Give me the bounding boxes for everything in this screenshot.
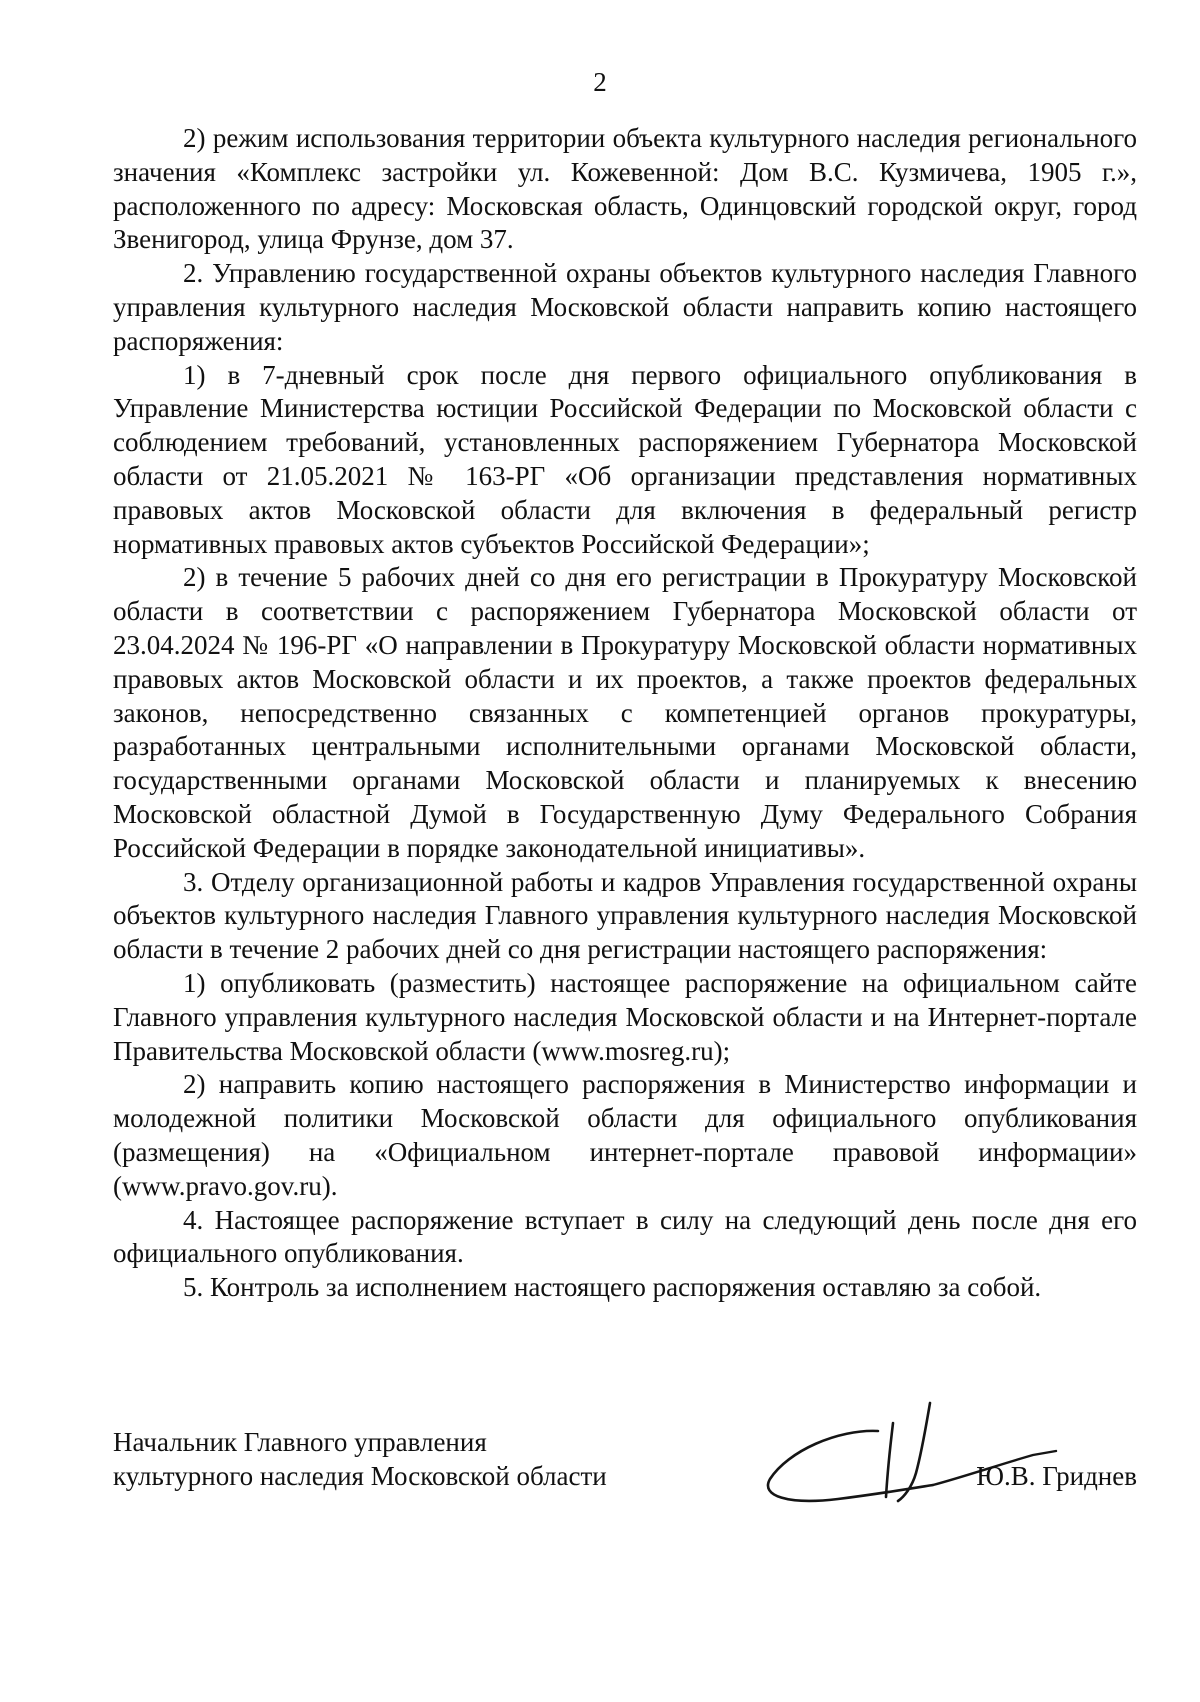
paragraph-point-2-subitem-1: 1) в 7-дневный срок после дня первого официального опубликования в Управление Министерства юстиции Российской Федерации по Московской области с соблюдением требований, установленных распоряжением Губернатора Московской области от 21.05.2021 № 163-РГ «Об организации представления нормативных правовых актов Московской области для включения в федеральный регистр нормативных правовых актов субъектов Российской Федерации»; bbox=[113, 359, 1137, 559]
paragraph-point-5: 5. Контроль за исполнением настоящего распоряжения оставляю за собой. bbox=[183, 1272, 1042, 1303]
paragraph-point-2-subitem-2: 2) в течение 5 рабочих дней со дня его регистрации в Прокуратуру Московской области в соответствии с распоряжением Губернатора Московской области от 23.04.2024 № 196-РГ «О направлении в Прокуратуру Московской области нормативных правовых актов Московской области и их проектов, а также проектов федеральных законов, непосредственно связанных с компетенцией органов прокуратуры, разработанных центральными исполнительными органами Московской области, государственными органами Московской области и планируемых к внесению Московской областной Думой в Государственную Думу Федерального Собрания Российской Федерации в порядке законодательной инициативы». bbox=[113, 562, 1137, 863]
paragraph-point-3-subitem-1: 1) опубликовать (разместить) настоящее распоряжение на официальном сайте Главного управления культурного наследия Московской области и на Интернет-портале Правительства Московской области (www.mosreg.ru); bbox=[113, 967, 1137, 1066]
page-number: 2 bbox=[593, 67, 607, 97]
signatory-name: Ю.В. Гриднев bbox=[976, 1461, 1137, 1491]
signatory-position-line-1: Начальник Главного управления bbox=[113, 1427, 487, 1457]
signature-block bbox=[113, 1425, 1137, 1545]
document-body bbox=[113, 122, 1137, 1305]
paragraph-point-3-subitem-2: 2) направить копию настоящего распоряжения в Министерство информации и молодежной политики Московской области для официального опубликования (размещения) на «Официальном интернет-портале правовой информации» (www.pravo.gov.ru). bbox=[113, 1069, 1137, 1201]
paragraph-point-2: 2. Управлению государственной охраны объектов культурного наследия Главного управления культурного наследия Московской области направить копию настоящего распоряжения: bbox=[113, 258, 1137, 356]
signatory-position bbox=[113, 1425, 607, 1493]
paragraph-point-4: 4. Настоящее распоряжение вступает в силу на следующий день после дня его официального опубликования. bbox=[113, 1204, 1137, 1269]
signatory-position-line-2: культурного наследия Московской области bbox=[113, 1461, 607, 1491]
paragraph-point-3: 3. Отделу организационной работы и кадров Управления государственной охраны объектов культурного наследия Главного управления культурного наследия Московской области в течение 2 рабочих дней со дня регистрации настоящего распоряжения: bbox=[113, 866, 1137, 965]
paragraph-item-2-regime: 2) режим использования территории объекта культурного наследия регионального значения «Комплекс застройки ул. Кожевенной: Дом В.С. Кузмичева, 1905 г.», расположенного по адресу: Московская область, Одинцовский городской округ, город Звенигород, улица Фрунзе, дом 37. bbox=[113, 123, 1137, 255]
